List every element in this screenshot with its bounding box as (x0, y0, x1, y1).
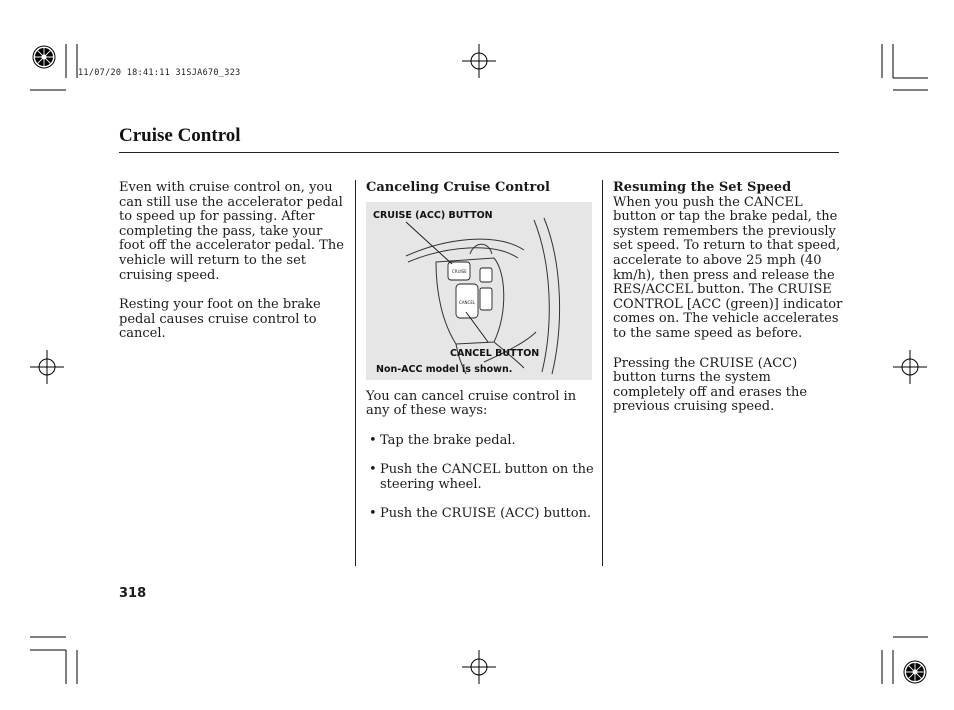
steering-wheel-figure (366, 202, 592, 380)
figure-caption: Non-ACC model is shown. (376, 363, 513, 375)
column-divider (602, 180, 603, 566)
resume-paragraph: When you push the CANCEL button or tap the brake pedal, the system remembers the previously set speed. To return to that speed, accelerate to above 25 mph (40 km/h), then press and release the RES/ACCEL button. The CRUISE CONTROL [ACC (green)] indicator comes on. The vehicle accelerates to the same speed as before. (613, 194, 843, 341)
registration-target-icon (904, 661, 926, 683)
page-number: 318 (119, 586, 147, 601)
brake-paragraph: Resting your foot on the brake pedal causes cruise control to cancel. (119, 297, 321, 342)
list-item: • Tap the brake pedal. (366, 434, 594, 449)
cancel-button-label: CANCEL BUTTON (450, 347, 540, 359)
canceling-heading: Canceling Cruise Control (366, 180, 550, 195)
cancel-methods-list (366, 434, 594, 522)
list-item: • Push the CRUISE (ACC) button. (366, 507, 594, 522)
svg-text:CRUISE: CRUISE (452, 268, 467, 274)
registration-target-icon (33, 46, 55, 68)
page-title: Cruise Control (119, 125, 241, 146)
column-1 (119, 181, 347, 342)
svg-text:CANCEL: CANCEL (459, 299, 476, 305)
resuming-heading: Resuming the Set Speed (613, 180, 792, 195)
cruise-off-paragraph: Pressing the CRUISE (ACC) button turns the system completely off and erases the previous cruising speed. (613, 355, 808, 415)
passing-paragraph: Even with cruise control on, you can still use the accelerator pedal to speed up for passing. After completing the pass, take your foot off the accelerator pedal. The vehicle will return to the set cruising speed. (119, 180, 344, 283)
title-rule (119, 152, 839, 153)
print-stamp: 11/07/20 18:41:11 31SJA670_323 (78, 68, 241, 78)
cancel-intro: You can cancel cruise control in any of these ways: (366, 388, 577, 419)
list-item: • Push the CANCEL button on the steering wheel. (366, 463, 594, 492)
column-divider (355, 180, 356, 566)
column-3 (613, 181, 843, 415)
column-2 (366, 181, 594, 536)
cruise-button-label: CRUISE (ACC) BUTTON (373, 209, 493, 221)
